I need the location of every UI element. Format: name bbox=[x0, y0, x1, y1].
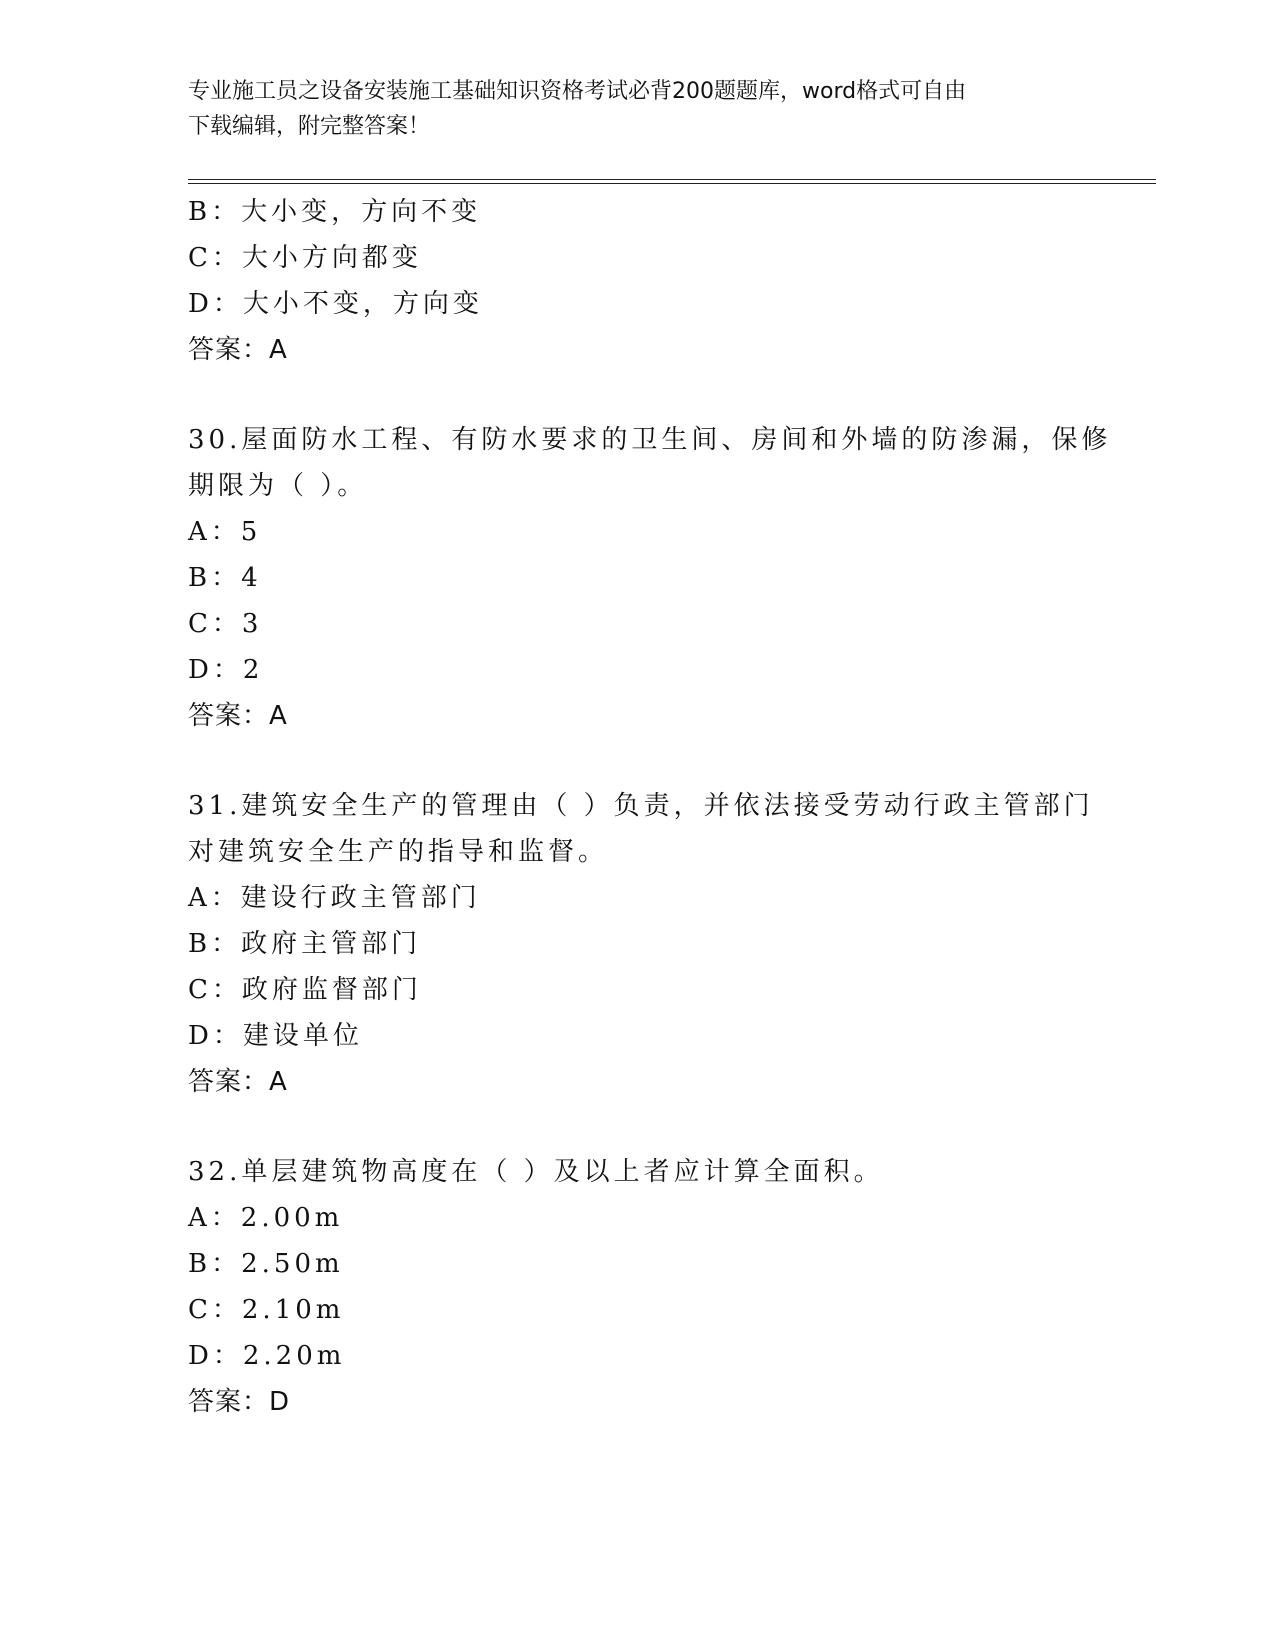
answer-line: 答案：D bbox=[188, 1387, 291, 1417]
option-c: C：政府监督部门 bbox=[188, 975, 422, 1005]
header-line-1: 专业施工员之设备安装施工基础知识资格考试必背200题题库，word格式可自由 bbox=[188, 79, 967, 104]
option-a: A：建设行政主管部门 bbox=[188, 883, 481, 913]
answer-line: 答案：A bbox=[188, 701, 288, 731]
option-b: B：4 bbox=[188, 563, 262, 593]
option-a: A：2.00m bbox=[188, 1203, 344, 1233]
option-b: B：大小变，方向不变 bbox=[188, 197, 482, 227]
question-30 bbox=[188, 417, 1112, 739]
header-rule-bottom bbox=[188, 183, 1156, 184]
option-a: A：5 bbox=[188, 517, 262, 547]
question-32 bbox=[188, 1149, 1088, 1425]
answer-line: 答案：A bbox=[188, 1067, 288, 1097]
document-header bbox=[188, 74, 1088, 144]
question-stem: 30.屋面防水工程、有防水要求的卫生间、房间和外墙的防渗漏，保修 bbox=[188, 425, 1112, 455]
question-29-continued bbox=[188, 189, 1088, 373]
option-d: D：2 bbox=[188, 655, 264, 685]
question-31 bbox=[188, 783, 1094, 1105]
answer-line: 答案：A bbox=[188, 335, 288, 365]
option-c: C：3 bbox=[188, 609, 263, 639]
option-d: D：大小不变，方向变 bbox=[188, 289, 483, 319]
question-list bbox=[188, 189, 1112, 1425]
question-stem-continued: 对建筑安全生产的指导和监督。 bbox=[188, 837, 609, 867]
header-line-2: 下载编辑，附完整答案！ bbox=[188, 114, 431, 139]
question-stem: 31.建筑安全生产的管理由（ ）负责，并依法接受劳动行政主管部门 bbox=[188, 791, 1094, 821]
option-b: B：政府主管部门 bbox=[188, 929, 422, 959]
question-stem: 32.单层建筑物高度在（ ）及以上者应计算全面积。 bbox=[188, 1157, 884, 1187]
option-c: C：大小方向都变 bbox=[188, 243, 422, 273]
header-rule-top bbox=[188, 179, 1156, 180]
question-stem-continued: 期限为（ ）。 bbox=[188, 471, 368, 501]
option-d: D：2.20m bbox=[188, 1341, 346, 1371]
option-c: C：2.10m bbox=[188, 1295, 345, 1325]
option-d: D：建设单位 bbox=[188, 1021, 363, 1051]
option-b: B：2.50m bbox=[188, 1249, 344, 1279]
